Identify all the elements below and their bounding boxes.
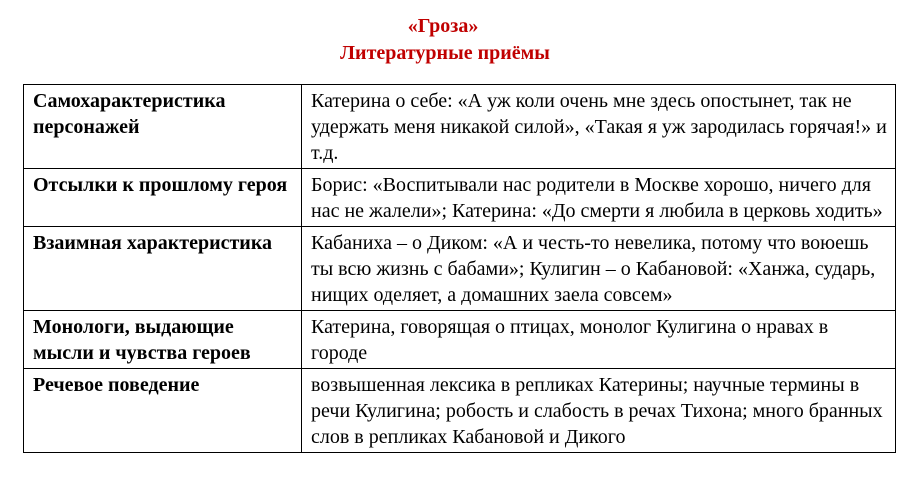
table-row [24, 85, 896, 169]
table-row [24, 311, 896, 369]
device-cell: Взаимная характеристика [24, 227, 302, 311]
table-row [24, 369, 896, 453]
device-cell: Отсылки к прошлому героя [24, 169, 302, 227]
device-cell: Монологи, выдающие мысли и чувства героев [24, 311, 302, 369]
example-cell: возвышенная лексика в репликах Катерины; научные термины в речи Кулигина; робость и слабость в речах Тихона; много бранных слов в репликах Кабановой и Дикого [302, 369, 896, 453]
example-cell: Катерина, говорящая о птицах, монолог Кулигина о нравах в городе [302, 311, 896, 369]
device-cell: Речевое поведение [24, 369, 302, 453]
example-cell: Катерина о себе: «А уж коли очень мне здесь опостынет, так не удержать меня никакой силой», «Такая я уж зародилась горячая!» и т.д. [302, 85, 896, 169]
example-cell: Кабаниха – о Диком: «А и честь-то невелика, потому что воюешь ты всю жизнь с бабами»; Кулигин – о Кабановой: «Ханжа, сударь, нищих оделяет, а домашних заела совсем» [302, 227, 896, 311]
document-title: «Гроза» [407, 15, 479, 37]
literary-devices-table [23, 84, 896, 453]
table-row [24, 227, 896, 311]
device-cell: Самохарактеристика персонажей [24, 85, 302, 169]
table-row [24, 169, 896, 227]
document-subtitle: Литературные приёмы [340, 42, 550, 64]
example-cell: Борис: «Воспитывали нас родители в Москве хорошо, ничего для нас не жалели»; Катерина: «До смерти я любила в церковь ходить» [302, 169, 896, 227]
